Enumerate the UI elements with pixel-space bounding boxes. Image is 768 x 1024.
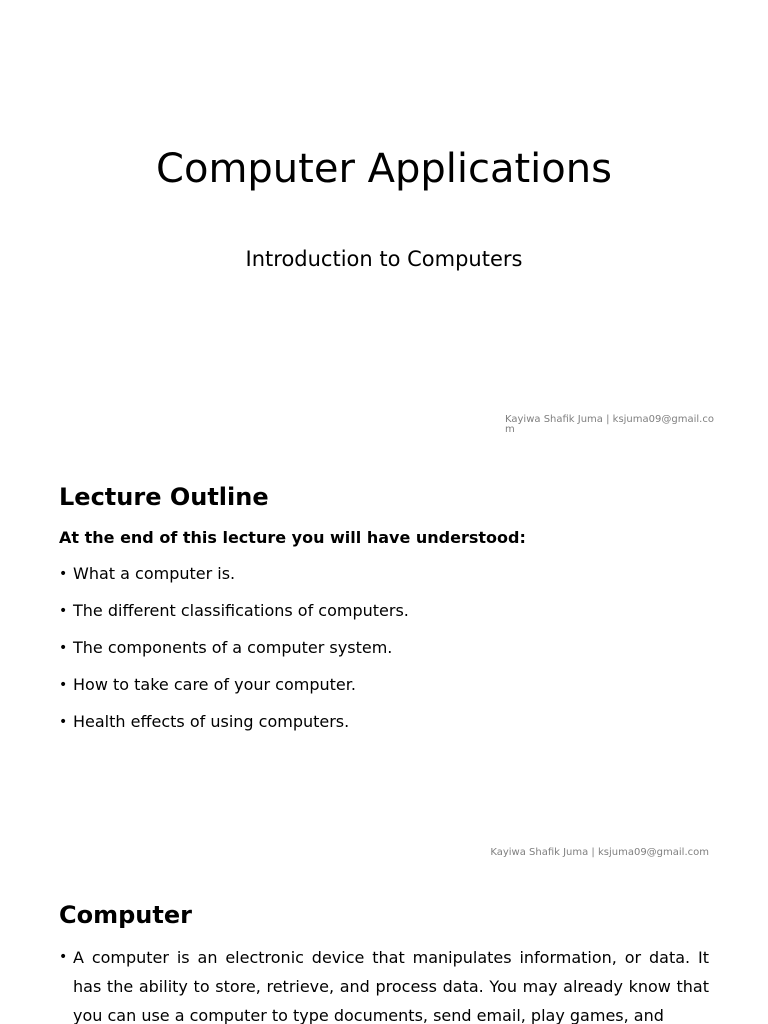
list-item: • The different classifications of computers.: [59, 601, 409, 621]
computer-definition-list: [59, 943, 709, 1024]
list-item: • A computer is an electronic device that manipulates information, or data. It has the ability to store, retrieve, and process data. You may already know that you can use a computer to type documents, send email, play games, and: [59, 943, 709, 1024]
list-item: • What a computer is.: [59, 564, 409, 584]
presentation-subtitle: Introduction to Computers: [245, 247, 523, 271]
slide-footer: Kayiwa Shafik Juma | ksjuma09@gmail.com: [505, 414, 714, 435]
slide-heading: Computer: [59, 901, 192, 929]
slide-title: [0, 0, 768, 440]
list-item: • The components of a computer system.: [59, 638, 409, 658]
outline-intro: At the end of this lecture you will have understood:: [59, 528, 526, 547]
slide-computer: [0, 865, 768, 1024]
presentation-title: Computer Applications: [156, 146, 612, 192]
slide-footer: Kayiwa Shafik Juma | ksjuma09@gmail.com: [490, 847, 709, 858]
list-item: • Health effects of using computers.: [59, 712, 409, 732]
slide-lecture-outline: [0, 440, 768, 865]
outline-list: [59, 564, 409, 749]
list-item: • How to take care of your computer.: [59, 675, 409, 695]
slide-heading: Lecture Outline: [59, 483, 269, 511]
